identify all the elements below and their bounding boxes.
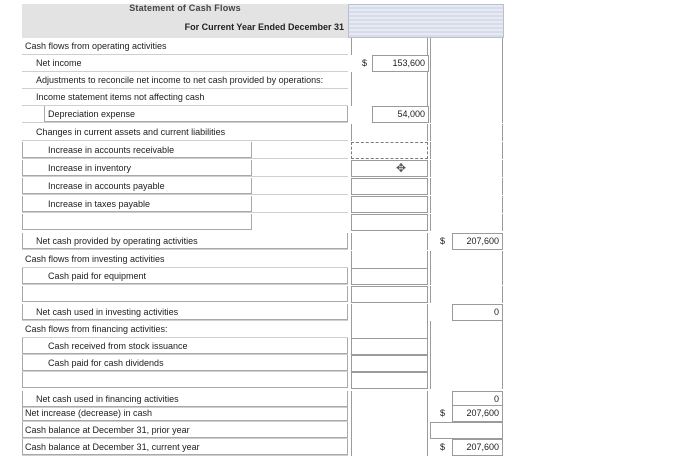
row-prior-balance [22, 422, 348, 439]
inventory-input[interactable] [351, 160, 428, 177]
statement-title-bar [22, 4, 348, 19]
row-label: Net cash used in investing activities [36, 307, 179, 317]
row-label: Changes in current assets and current liabilities [36, 127, 226, 137]
row-inventory [22, 160, 348, 177]
col2-empty [430, 178, 503, 195]
net-investing-input[interactable]: 0 [452, 304, 503, 321]
col2-empty [430, 251, 503, 268]
row-label: Cash flows from operating activities [25, 41, 167, 51]
row-changes-current [22, 124, 348, 141]
dollar-sign: $ [440, 236, 446, 246]
col1-empty [351, 304, 428, 321]
col2-empty [430, 124, 503, 141]
net-increase-input[interactable]: 207,600 [452, 405, 503, 422]
row-net-income [22, 55, 348, 72]
col2-empty [430, 72, 503, 89]
col1-empty [351, 439, 428, 456]
row-label: Cash balance at December 31, prior year [25, 425, 190, 435]
dollar-sign: $ [362, 58, 368, 68]
label-box [22, 286, 348, 302]
col2-empty [430, 286, 503, 303]
row-label: Cash received from stock issuance [48, 341, 188, 351]
col2-empty [430, 38, 503, 55]
row-net-increase [22, 405, 348, 422]
row-income-statement-items [22, 89, 348, 106]
row-label: Depreciation expense [48, 109, 136, 119]
col1-empty [351, 38, 428, 55]
amount-header-band [348, 4, 504, 38]
row-label: Cash flows from investing activities [25, 254, 165, 264]
col2-empty [430, 55, 503, 72]
accounts-receivable-input[interactable] [351, 142, 428, 159]
col1-empty [351, 124, 428, 141]
row-taxes-payable [22, 196, 348, 213]
col1-empty [351, 89, 428, 106]
row-label: Net increase (decrease) in cash [25, 408, 153, 418]
row-label: Cash paid for cash dividends [48, 358, 164, 368]
col1-empty [351, 405, 428, 422]
row-label: Increase in accounts receivable [48, 145, 175, 155]
blank-input[interactable] [351, 286, 428, 303]
period-label: For Current Year Ended December 31 [184, 22, 344, 32]
col2-empty [430, 196, 503, 213]
col2-empty [430, 89, 503, 106]
move-cursor-icon: ✥ [396, 161, 407, 175]
blank-input[interactable] [351, 372, 428, 389]
col2-empty [430, 214, 503, 231]
col1-empty [351, 321, 428, 338]
dollar-sign: $ [440, 408, 446, 418]
col2-empty [430, 338, 503, 355]
depreciation-input[interactable]: 54,000 [372, 106, 429, 123]
col2-empty [430, 268, 503, 285]
col2-empty [430, 372, 503, 389]
row-label: Cash flows from financing activities: [25, 324, 168, 334]
row-operating-header [22, 38, 348, 55]
row-blank [22, 372, 348, 389]
row-label: Net cash used in financing activities [36, 394, 179, 404]
net-income-input[interactable]: 153,600 [372, 55, 429, 72]
row-dividends [22, 355, 348, 372]
row-depreciation [22, 106, 348, 123]
accounts-payable-input[interactable] [351, 178, 428, 195]
row-investing-header [22, 251, 348, 268]
period-bar [22, 18, 348, 38]
row-financing-header [22, 321, 348, 338]
row-label: Increase in taxes payable [48, 199, 151, 209]
row-label: Increase in inventory [48, 163, 132, 173]
col2-empty [430, 355, 503, 372]
col2-empty [430, 321, 503, 338]
row-adjustments [22, 72, 348, 89]
net-financing-input[interactable]: 0 [452, 391, 503, 408]
prior-balance-input[interactable] [430, 422, 503, 439]
stock-issuance-input[interactable] [351, 338, 428, 355]
col2-empty [430, 142, 503, 159]
row-current-balance [22, 439, 348, 456]
row-equipment [22, 268, 348, 285]
row-label: Income statement items not affecting cash [36, 92, 205, 102]
col1-empty [351, 251, 428, 268]
col1-empty [351, 422, 428, 439]
current-balance-input[interactable]: 207,600 [452, 439, 503, 456]
col2-empty [430, 106, 503, 123]
label-box [22, 214, 252, 230]
dividends-input[interactable] [351, 355, 428, 372]
row-accounts-receivable [22, 142, 348, 159]
col2-empty [430, 160, 503, 177]
row-label: Increase in accounts payable [48, 181, 165, 191]
statement-title: Statement of Cash Flows [129, 3, 241, 13]
row-label: Cash balance at December 31, current year [25, 442, 200, 452]
row-label: Net cash provided by operating activities [36, 236, 198, 246]
row-blank [22, 214, 348, 231]
dollar-sign: $ [440, 442, 446, 452]
row-blank [22, 286, 348, 303]
col1-empty [351, 72, 428, 89]
blank-input[interactable] [351, 214, 428, 231]
row-label: Cash paid for equipment [48, 271, 147, 281]
row-label: Adjustments to reconcile net income to net cash provided by operations: [36, 75, 324, 85]
row-net-operating [22, 233, 348, 250]
col1-empty [351, 233, 428, 250]
row-accounts-payable [22, 178, 348, 195]
equipment-input[interactable] [351, 268, 428, 285]
net-operating-input[interactable]: 207,600 [452, 233, 503, 250]
row-stock-issuance [22, 338, 348, 355]
row-net-investing [22, 304, 348, 321]
label-box [22, 372, 348, 388]
row-label: Net income [36, 58, 82, 68]
taxes-payable-input[interactable] [351, 196, 428, 213]
